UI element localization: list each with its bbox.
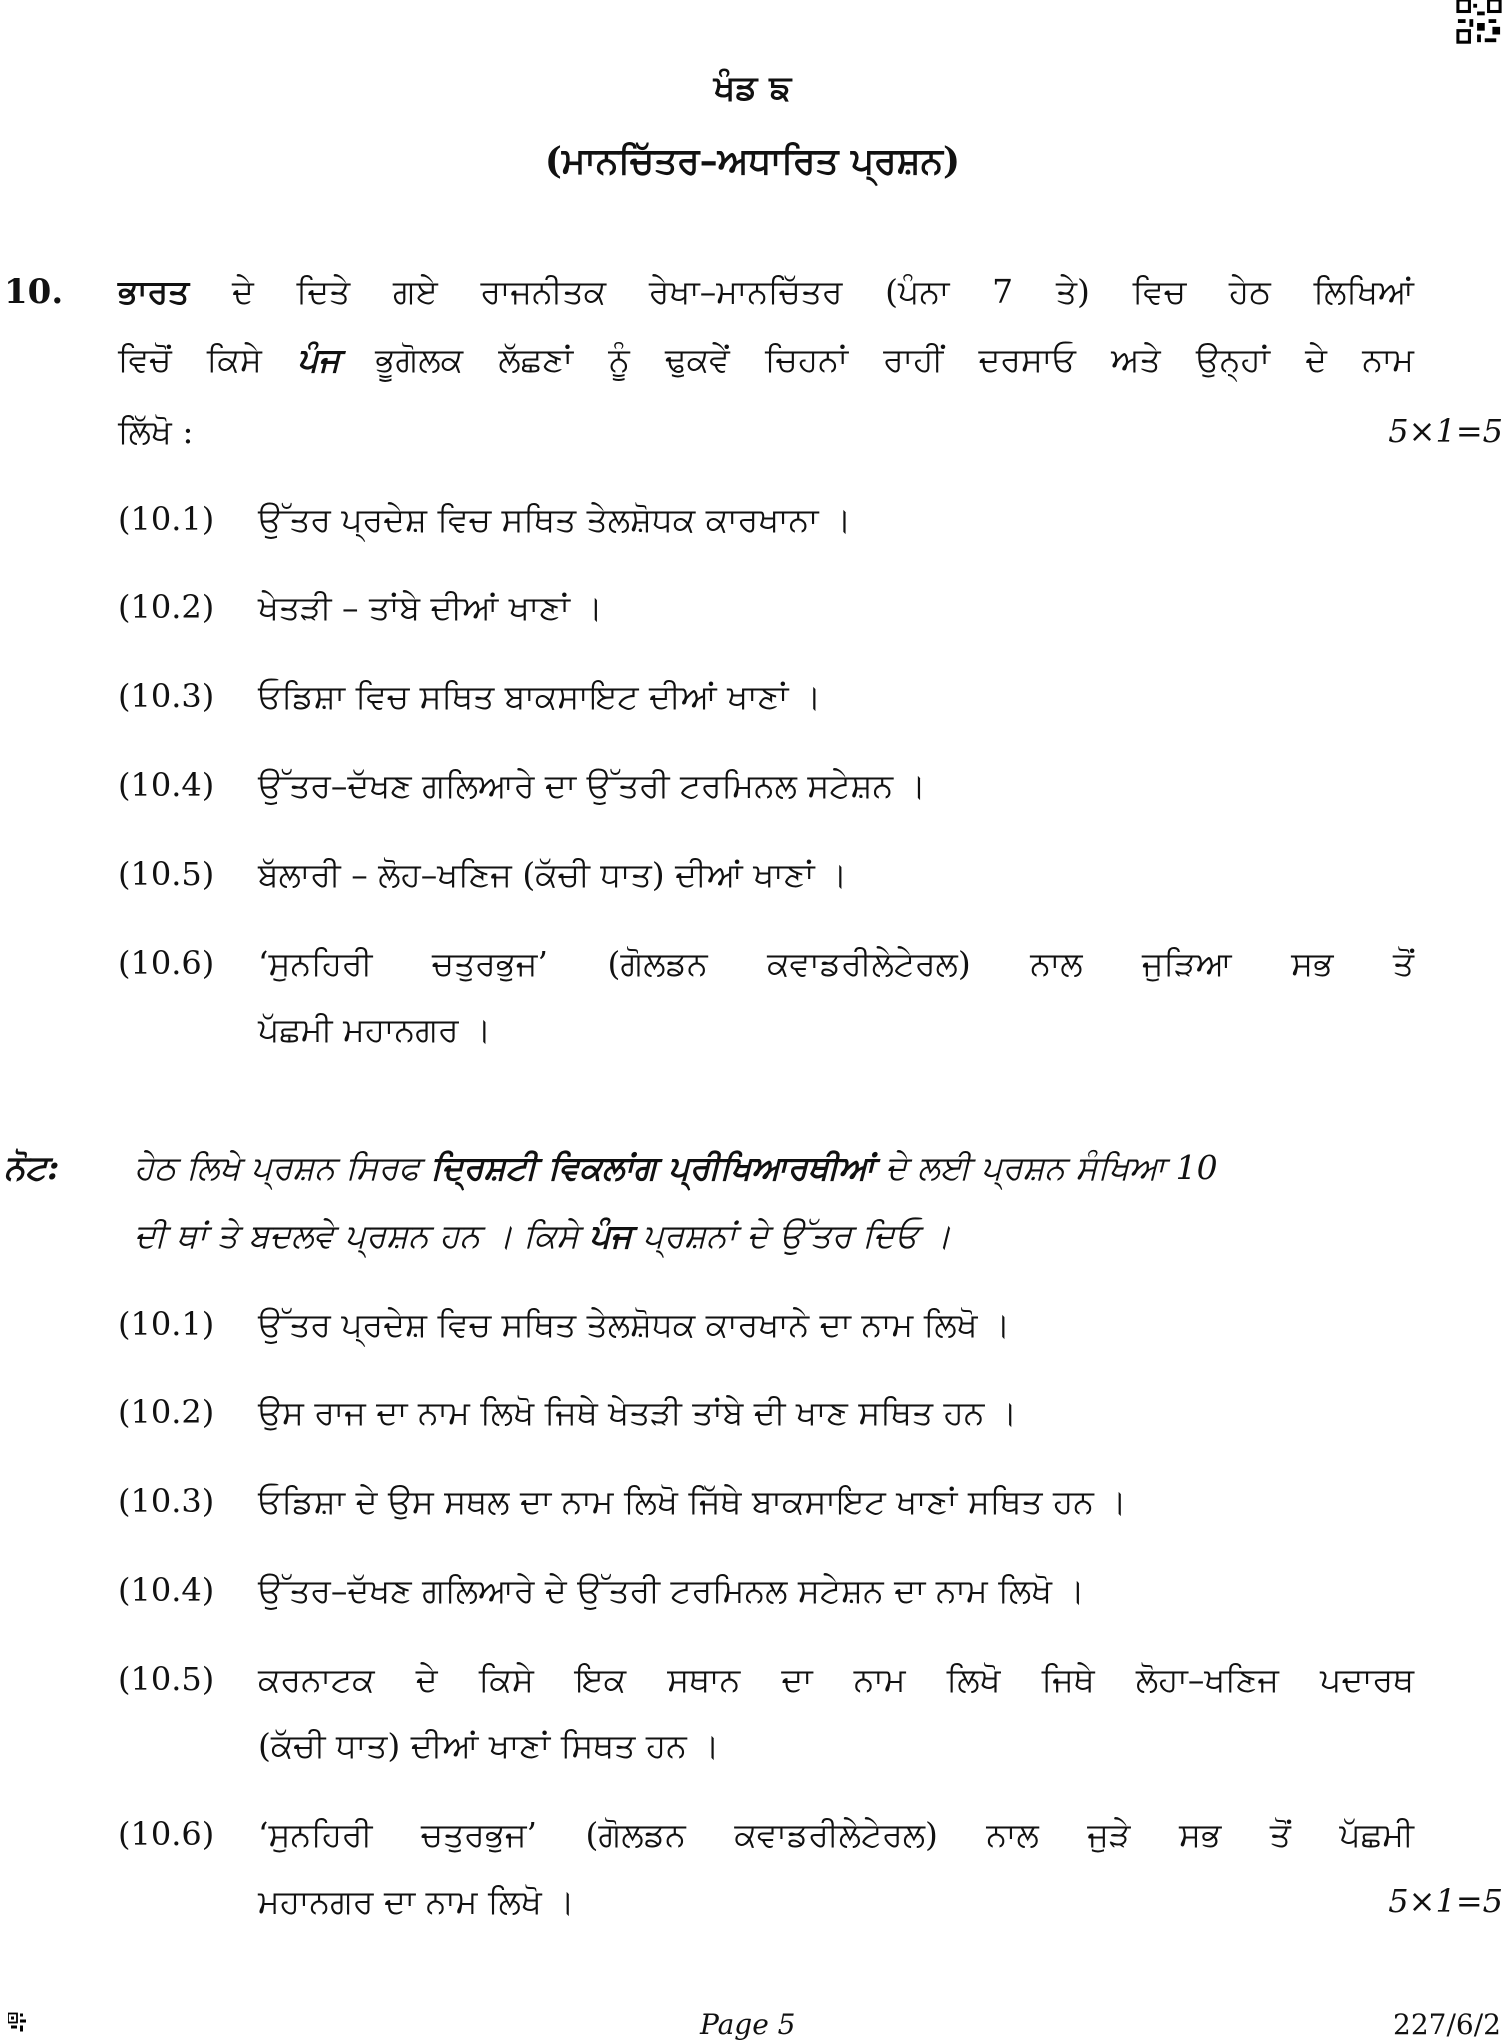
section-title: ਖੰਡ ਙ <box>713 68 792 108</box>
question-line-2 <box>118 340 1414 380</box>
alt-item-text-continued: ਮਹਾਨਗਰ ਦਾ ਨਾਮ ਲਿਖੋ । <box>258 1882 575 1921</box>
note-line-1 <box>134 1148 1218 1188</box>
note-label: ਨੋਟ: <box>4 1148 60 1188</box>
qr-code-icon <box>1453 0 1505 46</box>
question-line-2-text: ਭੂਗੋਲਕ ਲੱਛਣਾਂ ਨੂੰ ਢੁਕਵੇਂ ਚਿਹਨਾਂ ਰਾਹੀਂ ਦਰਸਾਓ ਅਤੇ ਉਨ੍ਹਾਂ ਦੇ ਨਾਮ <box>375 340 1414 379</box>
alt-item-text: ਉੱਤਰ–ਦੱਖਣ ਗਲਿਆਰੇ ਦੇ ਉੱਤਰੀ ਟਰਮਿਨਲ ਸਟੇਸ਼ਨ ਦਾ ਨਾਮ ਲਿਖੋ । <box>258 1571 1085 1610</box>
alt-item-label: (10.3) <box>118 1482 215 1520</box>
item-text: ਉੱਤਰ–ਦੱਖਣ ਗਲਿਆਰੇ ਦਾ ਉੱਤਰੀ ਟਰਮਿਨਲ ਸਟੇਸ਼ਨ । <box>258 766 926 805</box>
note-marks: 5×1=5 <box>1388 1882 1503 1920</box>
item-text-continued: ਪੱਛਮੀ ਮਹਾਨਗਰ । <box>258 1010 492 1049</box>
alt-item-label: (10.5) <box>118 1660 215 1698</box>
question-line-2-pre: ਵਿਚੋਂ ਕਿਸੇ <box>118 340 262 379</box>
item-text: ਓਡਿਸ਼ਾ ਵਿਚ ਸਥਿਤ ਬਾਕਸਾਇਟ ਦੀਆਂ ਖਾਣਾਂ । <box>258 677 822 716</box>
item-text: ‘ਸੁਨਹਿਰੀ ਚਤੁਰਭੁਜ’ (ਗੋਲਡਨ ਕਵਾਡਰੀਲੇਟੇਰਲ) ਨਾਲ ਜੁੜਿਆ ਸਭ ਤੋਂ <box>258 944 1414 983</box>
question-marks: 5×1=5 <box>1388 412 1503 450</box>
paper-code: 227/6/2 <box>1393 2008 1501 2041</box>
alt-item-label: (10.6) <box>118 1815 215 1853</box>
question-line-1 <box>118 272 1414 312</box>
question-emphasis: ਪੰਜ <box>297 340 340 379</box>
item-label: (10.1) <box>118 500 215 538</box>
page-number: Page 5 <box>700 2008 796 2041</box>
note-emphasis-2: ਪੰਜ <box>589 1216 632 1255</box>
alt-item-label: (10.1) <box>118 1305 215 1343</box>
item-text: ਉੱਤਰ ਪ੍ਰਦੇਸ਼ ਵਿਚ ਸਥਿਤ ਤੇਲਸ਼ੋਧਕ ਕਾਰਖਾਨਾ । <box>258 500 852 539</box>
item-label: (10.6) <box>118 944 215 982</box>
alt-item-text: ਉੱਤਰ ਪ੍ਰਦੇਸ਼ ਵਿਚ ਸਥਿਤ ਤੇਲਸ਼ੋਧਕ ਕਾਰਖਾਨੇ ਦਾ ਨਾਮ ਲਿਖੋ । <box>258 1305 1011 1344</box>
alt-item-label: (10.2) <box>118 1393 215 1431</box>
question-line-1-text: ਦੇ ਦਿਤੇ ਗਏ ਰਾਜਨੀਤਕ ਰੇਖਾ–ਮਾਨਚਿੱਤਰ (ਪੰਨਾ 7 ਤੇ) ਵਿਚ ਹੇਠ ਲਿਖਿਆਂ <box>231 272 1414 311</box>
note-emphasis: ਦ੍ਰਿਸ਼ਟੀ ਵਿਕਲਾਂਗ ਪ੍ਰੀਖਿਆਰਥੀਆਂ <box>430 1148 875 1187</box>
alt-item-text: ਉਸ ਰਾਜ ਦਾ ਨਾਮ ਲਿਖੋ ਜਿਥੇ ਖੇਤੜੀ ਤਾਂਬੇ ਦੀ ਖਾਣ ਸਥਿਤ ਹਨ । <box>258 1393 1018 1432</box>
qr-code-small-icon <box>8 2010 26 2032</box>
item-text: ਖੇਤੜੀ – ਤਾਂਬੇ ਦੀਆਂ ਖਾਣਾਂ । <box>258 588 603 627</box>
item-text: ਬੱਲਾਰੀ – ਲੋਹ–ਖਣਿਜ (ਕੱਚੀ ਧਾਤ) ਦੀਆਂ ਖਾਣਾਂ । <box>258 855 848 894</box>
alt-item-label: (10.4) <box>118 1571 215 1609</box>
question-number: 10. <box>4 272 64 312</box>
question-line-3: ਲਿੱਖੋ : <box>118 412 194 451</box>
note-line-2-text: ਪ੍ਰਸ਼ਨਾਂ ਦੇ ਉੱਤਰ ਦਿਓ । <box>642 1216 952 1255</box>
note-line-1-pre: ਹੇਠ ਲਿਖੇ ਪ੍ਰਸ਼ਨ ਸਿਰਫ <box>134 1148 421 1187</box>
item-label: (10.3) <box>118 677 215 715</box>
alt-item-text: ਕਰਨਾਟਕ ਦੇ ਕਿਸੇ ਇਕ ਸਥਾਨ ਦਾ ਨਾਮ ਲਿਖੋ ਜਿਥੇ ਲੋਹਾ–ਖਣਿਜ ਪਦਾਰਥ <box>258 1660 1414 1699</box>
alt-item-text: ਓਡਿਸ਼ਾ ਦੇ ਉਸ ਸਥਲ ਦਾ ਨਾਮ ਲਿਖੋ ਜਿੱਥੇ ਬਾਕਸਾਇਟ ਖਾਣਾਂ ਸਥਿਤ ਹਨ । <box>258 1482 1127 1521</box>
note-line-2-pre: ਦੀ ਥਾਂ ਤੇ ਬਦਲਵੇ ਪ੍ਰਸ਼ਨ ਹਨ । ਕਿਸੇ <box>134 1216 579 1255</box>
note-line-2 <box>134 1216 951 1256</box>
item-label: (10.2) <box>118 588 215 626</box>
item-label: (10.5) <box>118 855 215 893</box>
item-label: (10.4) <box>118 766 215 804</box>
alt-item-text: ‘ਸੁਨਹਿਰੀ ਚਤੁਰਭੁਜ’ (ਗੋਲਡਨ ਕਵਾਡਰੀਲੇਟੇਰਲ) ਨਾਲ ਜੁੜੇ ਸਭ ਤੋਂ ਪੱਛਮੀ <box>258 1815 1414 1854</box>
alt-item-text-continued: (ਕੱਚੀ ਧਾਤ) ਦੀਆਂ ਖਾਣਾਂ ਸਿਥਤ ਹਨ । <box>258 1726 720 1765</box>
question-bold-word: ਭਾਰਤ <box>118 272 190 311</box>
note-line-1-text: ਦੇ ਲਈ ਪ੍ਰਸ਼ਨ ਸੰਖਿਆ 10 <box>885 1148 1218 1187</box>
section-subtitle: (ਮਾਨਚਿੱਤਰ–ਅਧਾਰਿਤ ਪ੍ਰਸ਼ਨ) <box>544 140 961 182</box>
